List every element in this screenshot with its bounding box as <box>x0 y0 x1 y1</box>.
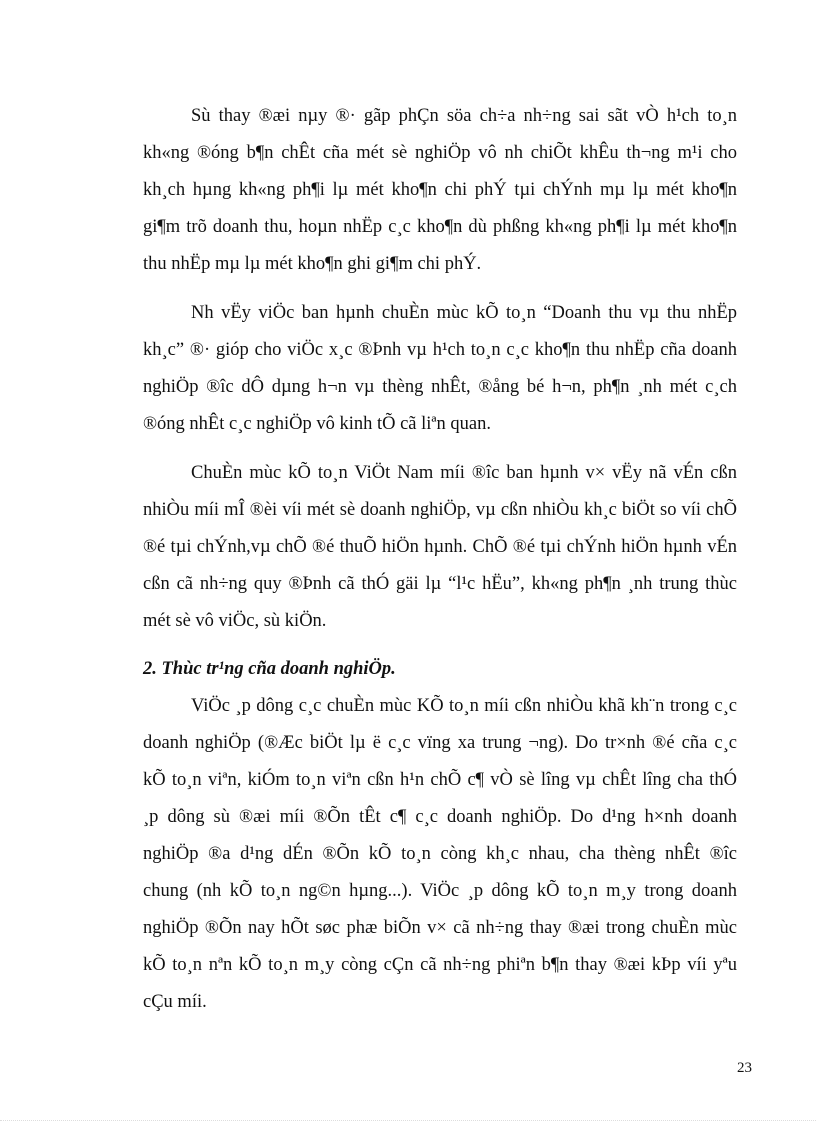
paragraph-line: ViÖc ¸p dông c¸c chuÈn mùc KÕ to¸n míi cßn nhiÒu khã kh¨n trong c¸c <box>191 696 737 716</box>
paragraph-line: doanh nghiÖp (®Æc biÖt lµ ë c¸c vïng xa trung ¬ng). Do tr×nh ®é cña c¸c <box>143 733 737 753</box>
paragraph-line: kh¸ch hµng kh«ng ph¶i lµ mét kho¶n chi phÝ tµi chÝnh mµ lµ mét kho¶n <box>143 180 737 200</box>
paragraph-line: kh¸c” ®· gióp cho viÖc x¸c ®Þnh vµ h¹ch to¸n c¸c kho¶n thu nhËp cña doanh <box>143 340 737 360</box>
paragraph-line: nghiÖp ®Õn nay hÕt søc phæ biÕn v× cã nh÷ng thay ®æi trong chuÈn mùc <box>143 918 737 938</box>
paragraph-line: nhiÒu míi mÎ ®èi víi mét sè doanh nghiÖp, vµ cßn nhiÒu kh¸c biÖt so víi chÕ <box>143 500 737 520</box>
paragraph-line: ®é tµi chÝnh,vµ chÕ ®é thuÕ hiÖn hµnh. ChÕ ®é tµi chÝnh hiÖn hµnh vÉn <box>143 537 737 557</box>
page-bottom-divider <box>0 1120 816 1121</box>
paragraph-line: chung (nh kÕ to¸n ng©n hµng...). ViÖc ¸p dông kÕ to¸n m¸y trong doanh <box>143 881 737 901</box>
paragraph-line: Sù thay ®æi nµy ®· gãp phÇn söa ch÷a nh÷ng sai sãt vÒ h¹ch to¸n <box>191 106 737 126</box>
section-heading: 2. Thùc tr¹ng cña doanh nghiÖp. <box>143 659 396 679</box>
paragraph-line: cÇu míi. <box>143 992 207 1012</box>
paragraph-line: thu nhËp mµ lµ mét kho¶n ghi gi¶m chi phÝ. <box>143 254 482 274</box>
paragraph-line: kÕ to¸n viªn, kiÓm to¸n viªn cßn h¹n chÕ c¶ vÒ sè lîng vµ chÊt lîng cha thÓ <box>143 770 737 790</box>
paragraph-line: kh«ng ®óng b¶n chÊt cña mét sè nghiÖp vô nh chiÕt khÊu th¬ng m¹i cho <box>143 143 737 163</box>
paragraph-line: nghiÖp ®îc dÔ dµng h¬n vµ thèng nhÊt, ®ång bé h¬n, ph¶n ¸nh mét c¸ch <box>143 377 737 397</box>
paragraph-line: kÕ to¸n nªn kÕ to¸n m¸y còng cÇn cã nh÷ng phiªn b¶n thay ®æi kÞp víi yªu <box>143 955 737 975</box>
paragraph-line: nghiÖp ®a d¹ng dÉn ®Õn kÕ to¸n còng kh¸c nhau, cha thèng nhÊt ®îc <box>143 844 737 864</box>
paragraph-line: ¸p dông sù ®æi míi ®Õn tÊt c¶ c¸c doanh nghiÖp. Do d¹ng h×nh doanh <box>143 807 737 827</box>
page-number: 23 <box>737 1060 752 1076</box>
paragraph-line: cßn cã nh÷ng quy ®Þnh cã thÓ gäi lµ “l¹c hËu”, kh«ng ph¶n ¸nh trung thùc <box>143 574 737 594</box>
paragraph-line: ChuÈn mùc kÕ to¸n ViÖt Nam míi ®îc ban hµnh v× vËy nã vÉn cßn <box>191 463 737 483</box>
paragraph-line: ®óng nhÊt c¸c nghiÖp vô kinh tÕ cã liªn quan. <box>143 414 491 434</box>
paragraph-line: gi¶m trõ doanh thu, hoµn nhËp c¸c kho¶n dù phßng kh«ng ph¶i lµ mét kho¶n <box>143 217 737 237</box>
paragraph-line: Nh vËy viÖc ban hµnh chuÈn mùc kÕ to¸n “Doanh thu vµ thu nhËp <box>191 303 737 323</box>
paragraph-line: mét sè vô viÖc, sù kiÖn. <box>143 611 327 631</box>
